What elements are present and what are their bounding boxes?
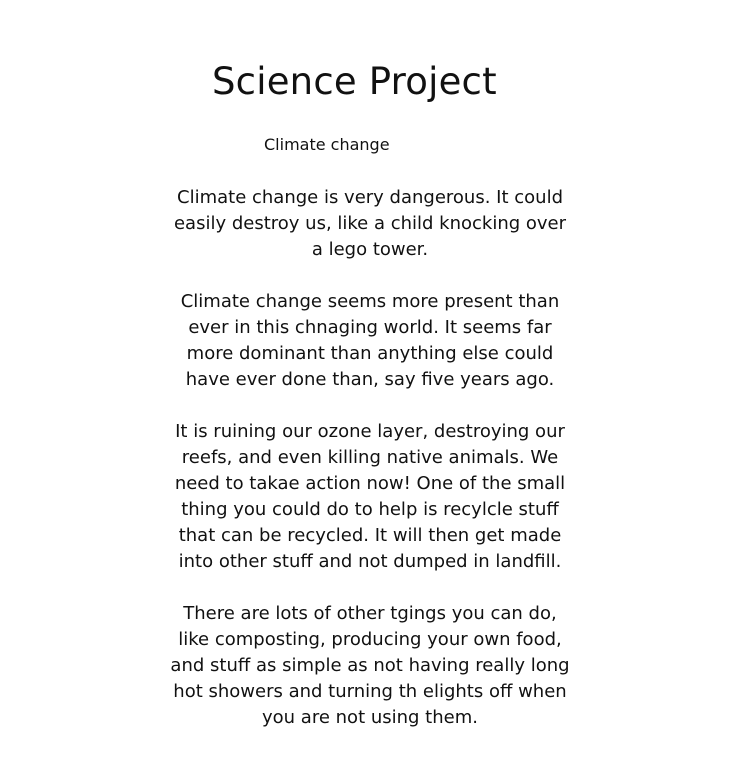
paragraph-2 <box>160 289 580 393</box>
paragraph-line: easily destroy us, like a child knocking over <box>173 213 567 234</box>
paragraph-line: There are lots of other tgings you can do, <box>183 603 557 624</box>
paragraph-line: thing you could do to help is recylcle stuff <box>181 499 559 520</box>
paragraph-line: need to takae action now! One of the small <box>174 473 566 494</box>
paragraph-3 <box>160 419 580 575</box>
paragraph-1 <box>160 185 580 263</box>
paragraph-line: ever in this chnaging world. It seems far <box>188 317 552 338</box>
paragraph-line: that can be recycled. It will then get made <box>178 525 562 546</box>
page-title: Science Project <box>212 60 497 103</box>
paragraph-line: Climate change seems more present than <box>180 291 560 312</box>
paragraph-line: have ever done than, say five years ago. <box>185 369 555 390</box>
paragraph-line: like composting, producing your own food, <box>178 629 562 650</box>
paragraph-line: more dominant than anything else could <box>186 343 554 364</box>
paragraph-line: hot showers and turning th elights off when <box>173 681 567 702</box>
paragraph-line: and stuff as simple as not having really long <box>170 655 570 676</box>
paragraph-line: It is ruining our ozone layer, destroying our <box>175 421 565 442</box>
body-text <box>160 185 580 757</box>
page-subtitle: Climate change <box>264 135 390 154</box>
paragraph-line: into other stuff and not dumped in landfill. <box>178 551 562 572</box>
paragraph-4 <box>160 601 580 731</box>
paragraph-line: a lego tower. <box>311 239 429 260</box>
paragraph-line: you are not using them. <box>262 707 478 728</box>
paragraph-line: reefs, and even killing native animals. We <box>181 447 559 468</box>
paragraph-line: Climate change is very dangerous. It could <box>177 187 563 208</box>
